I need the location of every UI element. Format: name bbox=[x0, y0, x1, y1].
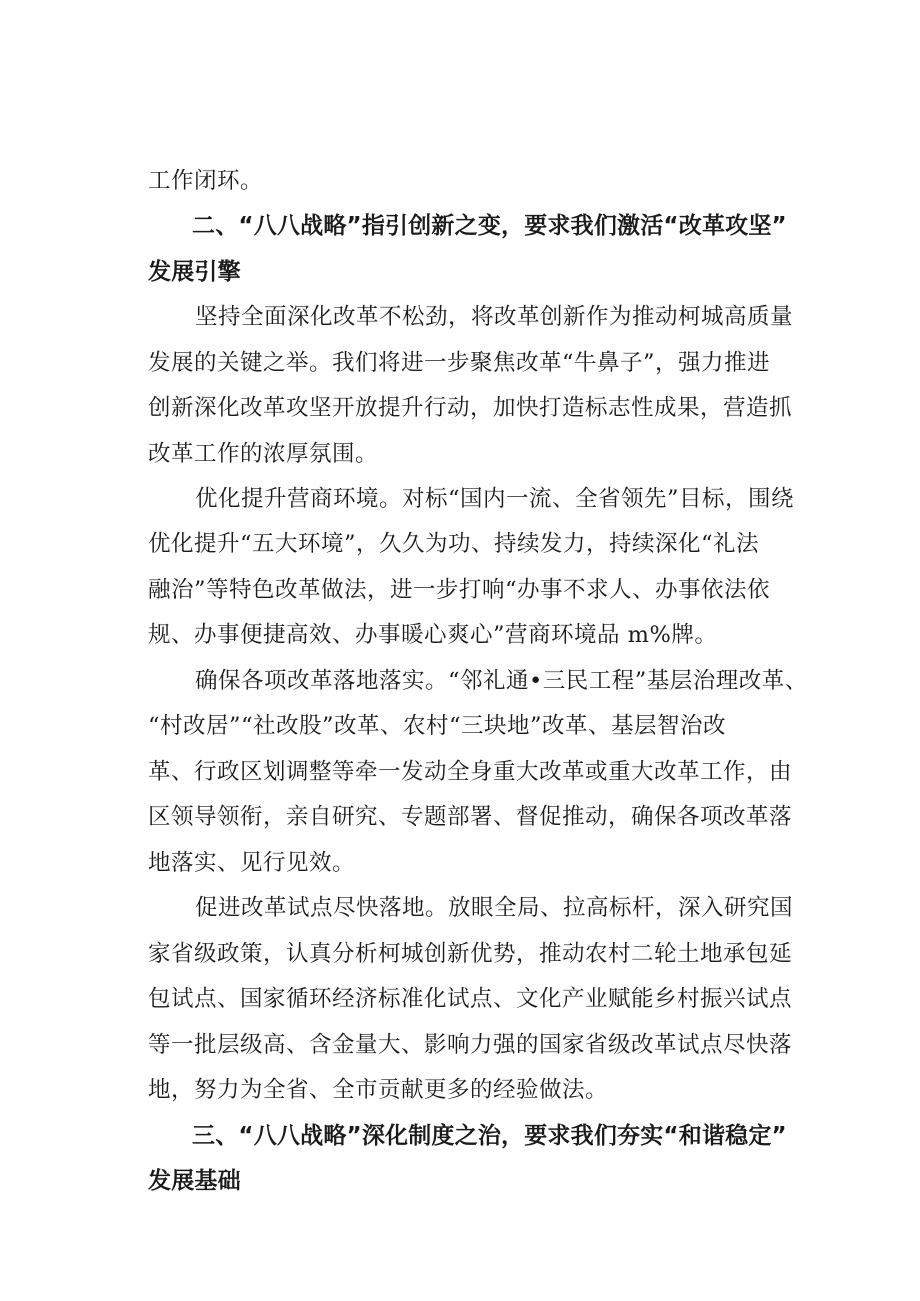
paragraph-line: 确保各项改革落地落实。“邻礼通•三民工程”基层治理改革、 bbox=[195, 668, 808, 694]
section-heading-2-continued: 发展引擎 bbox=[148, 259, 241, 285]
paragraph-line: 改革工作的浓厚氛围。 bbox=[148, 441, 379, 467]
paragraph-line: 区领导领衔，亲自研究、专题部署、督促推动，确保各项改革落 bbox=[148, 804, 793, 830]
paragraph-line: 包试点、国家循环经济标准化试点、文化产业赋能乡村振兴试点 bbox=[148, 986, 793, 1012]
section-heading-2: 二、“八八战略”指引创新之变，要求我们激活“改革攻坚” bbox=[192, 213, 787, 239]
section-heading-3-continued: 发展基础 bbox=[148, 1168, 241, 1194]
paragraph-line: “村改居”“社改股”改革、农村“三块地”改革、基层智治改 bbox=[148, 713, 727, 739]
paragraph-line: 等一批层级高、含金量大、影响力强的国家省级改革试点尽快落 bbox=[148, 1032, 793, 1058]
paragraph-line: 工作闭环。 bbox=[148, 168, 264, 194]
paragraph-line: 促进改革试点尽快落地。放眼全局、拉高标杆，深入研究国 bbox=[195, 895, 794, 921]
paragraph-line: 革、行政区划调整等牵一发动全身重大改革或重大改革工作，由 bbox=[148, 759, 793, 785]
paragraph-line: 发展的关键之举。我们将进一步聚焦改革“牛鼻子”，强力推进 bbox=[148, 350, 771, 376]
paragraph-line: 家省级政策，认真分析柯城创新优势，推动农村二轮土地承包延 bbox=[148, 941, 793, 967]
paragraph-line: 地，努力为全省、全市贡献更多的经验做法。 bbox=[148, 1077, 609, 1103]
section-heading-3: 三、“八八战略”深化制度之治，要求我们夯实“和谐稳定” bbox=[192, 1123, 787, 1149]
paragraph-line: 融治”等特色改革做法，进一步打响“办事不求人、办事依法依 bbox=[148, 577, 771, 603]
paragraph-line: 规、办事便捷高效、办事暖心爽心”营商环境品 m%牌。 bbox=[148, 622, 718, 648]
paragraph-line: 坚持全面深化改革不松劲，将改革创新作为推动柯城高质量 bbox=[195, 304, 794, 330]
paragraph-line: 创新深化改革攻坚开放提升行动，加快打造标志性成果，营造抓 bbox=[148, 395, 793, 421]
paragraph-line: 地落实、见行见效。 bbox=[148, 850, 356, 876]
paragraph-line: 优化提升营商环境。对标“国内一流、全省领先”目标，围绕 bbox=[195, 486, 795, 512]
paragraph-line: 优化提升“五大环境”，久久为功、持续发力，持续深化“礼法 bbox=[148, 531, 760, 557]
